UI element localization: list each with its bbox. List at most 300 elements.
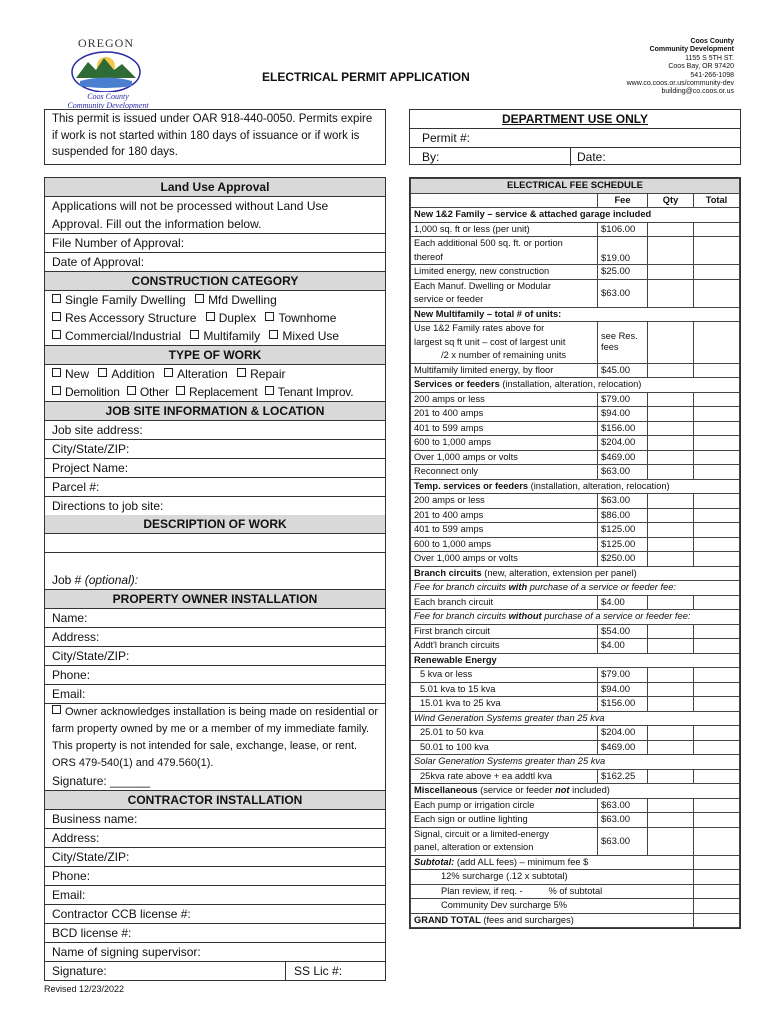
mfd-dwelling-checkbox[interactable]	[195, 293, 277, 307]
qty-cell[interactable]	[648, 682, 694, 697]
qty-cell[interactable]	[648, 392, 694, 407]
total-cell[interactable]	[694, 237, 740, 265]
fee-value: $106.00	[598, 222, 648, 237]
table-row	[411, 392, 740, 407]
owner-city-field[interactable]: City/State/ZIP:	[45, 647, 385, 666]
office-dept: Community Development	[649, 46, 734, 54]
contractor-address-field[interactable]: Address:	[45, 829, 385, 848]
grand-total-label	[411, 913, 694, 928]
qty-cell[interactable]	[648, 450, 694, 465]
table-row	[411, 740, 740, 755]
construction-category-title: CONSTRUCTION CATEGORY	[45, 272, 385, 291]
qty-cell[interactable]	[648, 494, 694, 509]
miscellaneous-header	[411, 784, 740, 799]
fee-value: $94.00	[598, 407, 648, 422]
checkbox-icon	[237, 368, 246, 377]
fee-value: $162.25	[598, 769, 648, 784]
qty-cell[interactable]	[648, 624, 694, 639]
checkbox-label: Commercial/Industrial	[65, 329, 182, 343]
fee-item: Each sign or outline lighting	[411, 813, 598, 828]
fee-value: $250.00	[598, 552, 648, 567]
surcharge-row	[411, 870, 740, 885]
replacement-checkbox[interactable]	[176, 385, 258, 399]
note-emphasis: without	[508, 611, 542, 622]
table-row	[411, 668, 740, 683]
revision-date: Revised 12/23/2022	[44, 984, 125, 994]
work-type-row-2	[45, 383, 385, 402]
table-row	[411, 421, 740, 436]
fee-item: 15.01 kva to 25 kva	[411, 697, 598, 712]
qty-cell[interactable]	[648, 421, 694, 436]
checkbox-icon	[52, 368, 61, 377]
owner-name-field[interactable]: Name:	[45, 609, 385, 628]
checkbox-label: Addition	[111, 367, 155, 381]
wind-generation-header: Wind Generation Systems greater than 25 kva	[411, 711, 740, 726]
total-cell[interactable]	[694, 798, 740, 813]
supervisor-name-field[interactable]: Name of signing supervisor:	[45, 943, 385, 962]
qty-cell[interactable]	[648, 827, 694, 855]
owner-title: PROPERTY OWNER INSTALLATION	[45, 590, 385, 609]
total-cell[interactable]	[694, 322, 740, 364]
total-cell[interactable]	[694, 392, 740, 407]
ccb-license-field[interactable]: Contractor CCB license #:	[45, 905, 385, 924]
total-cell[interactable]	[694, 813, 740, 828]
qty-cell[interactable]	[648, 740, 694, 755]
section-sub: (installation, alteration, relocation)	[499, 379, 642, 390]
checkbox-label: Replacement	[189, 385, 258, 399]
owner-signature-field[interactable]: Signature: ______	[45, 772, 385, 791]
multifamily-checkbox[interactable]	[190, 329, 260, 343]
office-city: Coos Bay, OR 97420	[668, 63, 734, 71]
checkbox-icon	[52, 312, 61, 321]
land-use-text-1: Applications will not be processed without Land Use	[52, 199, 329, 213]
office-address	[627, 38, 734, 97]
repair-checkbox[interactable]	[237, 367, 285, 381]
fee-item: 200 amps or less	[411, 494, 598, 509]
checkbox-icon	[195, 294, 204, 303]
fee-item: 5 kva or less	[411, 668, 598, 683]
table-row	[411, 494, 740, 509]
duplex-checkbox[interactable]	[206, 311, 256, 325]
fee-item: 600 to 1,000 amps	[411, 436, 598, 451]
table-row	[411, 279, 740, 293]
total-cell[interactable]	[694, 827, 740, 855]
fee-value: $469.00	[598, 450, 648, 465]
total-cell[interactable]	[694, 595, 740, 610]
description-spacer	[45, 553, 385, 571]
total-cell[interactable]	[694, 523, 740, 538]
qty-cell[interactable]	[648, 595, 694, 610]
fee-value: $45.00	[598, 363, 648, 378]
new-1-2-family-header: New 1&2 Family – service & attached garage included	[411, 208, 740, 223]
fee-column-header: Fee	[598, 193, 648, 208]
checkbox-icon	[269, 330, 278, 339]
total-cell[interactable]	[694, 363, 740, 378]
table-row	[411, 523, 740, 538]
tenant-improv-checkbox[interactable]	[265, 385, 354, 399]
checkbox-label: Repair	[250, 367, 286, 381]
table-row	[411, 407, 740, 422]
qty-cell[interactable]	[648, 523, 694, 538]
res-accessory-checkbox[interactable]	[52, 311, 196, 325]
fee-value: $469.00	[598, 740, 648, 755]
note-part: Fee for branch circuits	[414, 582, 509, 593]
contractor-title: CONTRACTOR INSTALLATION	[45, 791, 385, 810]
applicant-form	[44, 177, 386, 981]
qty-cell[interactable]	[648, 697, 694, 712]
community-surcharge-row	[411, 899, 740, 914]
checkbox-label: Tenant Improv.	[277, 385, 354, 399]
job-number-label: Job #	[52, 573, 85, 587]
table-row	[411, 769, 740, 784]
fee-value: $125.00	[598, 537, 648, 552]
description-field[interactable]	[45, 534, 385, 553]
section-label: Services or feeders	[414, 379, 500, 390]
work-type-row-1	[45, 365, 385, 383]
fee-item: thereof	[411, 251, 598, 265]
table-row	[411, 222, 740, 237]
fee-item: Each branch circuit	[411, 595, 598, 610]
grand-total-text: (fees and surcharges)	[480, 914, 574, 925]
qty-cell[interactable]	[648, 465, 694, 480]
table-row	[411, 624, 740, 639]
job-site-address-field[interactable]: Job site address:	[45, 421, 385, 440]
fee-item: 600 to 1,000 amps	[411, 537, 598, 552]
subtotal-label	[411, 855, 694, 870]
checkbox-icon	[265, 386, 274, 395]
office-phone: 541-266-1098	[690, 71, 734, 79]
office-email[interactable]: building@co.coos.or.us	[661, 88, 734, 96]
fee-value: $19.00	[598, 237, 648, 265]
fee-value: $79.00	[598, 668, 648, 683]
section-sub: (new, alteration, extension per panel)	[481, 567, 637, 578]
total-cell[interactable]	[694, 421, 740, 436]
fee-item: /2 x number of remaining units	[411, 349, 598, 363]
qty-cell[interactable]	[648, 407, 694, 422]
checkbox-icon	[98, 368, 107, 377]
total-cell[interactable]	[694, 537, 740, 552]
subtotal-row	[411, 855, 740, 870]
table-row	[411, 726, 740, 741]
temp-services-header	[411, 479, 740, 494]
other-checkbox[interactable]	[127, 385, 169, 399]
checkbox-icon	[176, 386, 185, 395]
qty-cell[interactable]	[648, 726, 694, 741]
fee-item: 201 to 400 amps	[411, 407, 598, 422]
table-row	[411, 265, 740, 280]
fee-item: 25.01 to 50 kva	[411, 726, 598, 741]
fee-header-blank	[411, 193, 598, 208]
checkbox-icon	[190, 330, 199, 339]
total-cell[interactable]	[694, 682, 740, 697]
checkbox-label: Duplex	[218, 311, 257, 325]
new-checkbox[interactable]	[52, 367, 89, 381]
qty-cell[interactable]	[648, 639, 694, 654]
qty-cell[interactable]	[648, 222, 694, 237]
checkbox-label: Other	[139, 385, 169, 399]
fee-item: service or feeder	[411, 293, 598, 307]
total-cell[interactable]	[694, 450, 740, 465]
fee-value: $86.00	[598, 508, 648, 523]
fee-item: Over 1,000 amps or volts	[411, 552, 598, 567]
checkbox-label: Multifamily	[203, 329, 261, 343]
total-cell[interactable]	[694, 407, 740, 422]
bcd-license-field[interactable]: BCD license #:	[45, 924, 385, 943]
renewable-energy-header: Renewable Energy	[411, 653, 740, 668]
qty-cell[interactable]	[648, 798, 694, 813]
contractor-email-field[interactable]: Email:	[45, 886, 385, 905]
checkbox-label: Res Accessory Structure	[65, 311, 197, 325]
demolition-checkbox[interactable]	[52, 385, 120, 399]
grand-total-emphasis: GRAND TOTAL	[414, 914, 481, 925]
fee-schedule	[409, 177, 741, 929]
qty-cell[interactable]	[648, 279, 694, 307]
contractor-city-field[interactable]: City/State/ZIP:	[45, 848, 385, 867]
job-number-field[interactable]	[45, 571, 385, 590]
checkbox-icon	[206, 312, 215, 321]
single-family-checkbox[interactable]	[52, 293, 186, 307]
subtotal-cell[interactable]	[694, 855, 740, 870]
logo-caption-line1: Coos County	[87, 92, 129, 101]
fee-value: $63.00	[598, 465, 648, 480]
approval-file-field[interactable]: File Number of Approval:	[45, 234, 385, 253]
table-row	[411, 508, 740, 523]
office-web[interactable]: www.co.coos.or.us/community-dev	[626, 80, 734, 88]
department-use-box	[409, 109, 741, 165]
business-name-field[interactable]: Business name:	[45, 810, 385, 829]
fee-value: $79.00	[598, 392, 648, 407]
checkbox-label: Mixed Use	[282, 329, 340, 343]
checkbox-label: Demolition	[65, 385, 120, 399]
checkbox-label: Townhome	[278, 311, 337, 325]
qty-cell[interactable]	[648, 363, 694, 378]
owner-phone-field[interactable]: Phone:	[45, 666, 385, 685]
section-sub: included)	[569, 785, 610, 796]
qty-cell[interactable]	[648, 552, 694, 567]
note-part: purchase of a service or feeder fee:	[541, 611, 691, 622]
table-row	[411, 697, 740, 712]
fee-value: see Res. fees	[598, 322, 648, 364]
branch-with-note	[411, 581, 740, 596]
logo-caption-line2: Community Development	[67, 101, 149, 110]
total-cell[interactable]	[694, 436, 740, 451]
checkbox-label: Single Family Dwelling	[65, 293, 186, 307]
qty-cell[interactable]	[648, 537, 694, 552]
permit-notice: This permit is issued under OAR 918-440-0050. Permits expire if work is not started within 180 days of issuance or if work is suspended for 180 days.	[44, 109, 386, 165]
land-use-title: Land Use Approval	[45, 178, 385, 197]
plan-review-cell[interactable]	[694, 884, 740, 899]
total-cell[interactable]	[694, 769, 740, 784]
branch-without-note	[411, 610, 740, 625]
total-cell[interactable]	[694, 222, 740, 237]
qty-cell[interactable]	[648, 265, 694, 280]
community-surcharge-cell[interactable]	[694, 899, 740, 914]
fee-item: Each pump or irrigation circle	[411, 798, 598, 813]
permit-number-field[interactable]	[410, 129, 740, 148]
fee-item: largest sq ft unit – cost of largest unit	[411, 336, 598, 350]
grand-total-row	[411, 913, 740, 928]
community-surcharge-label: Community Dev surcharge 5%	[411, 899, 694, 914]
total-cell[interactable]	[694, 697, 740, 712]
table-row	[411, 552, 740, 567]
fee-item: 25kva rate above + ea addtl kva	[411, 769, 598, 784]
fee-value: $4.00	[598, 639, 648, 654]
qty-cell[interactable]	[648, 436, 694, 451]
table-row	[411, 237, 740, 251]
total-cell[interactable]	[694, 279, 740, 307]
fee-item: 50.01 to 100 kva	[411, 740, 598, 755]
townhome-checkbox[interactable]	[265, 311, 336, 325]
department-use-title: DEPARTMENT USE ONLY	[410, 110, 740, 129]
addition-checkbox[interactable]	[98, 367, 154, 381]
qty-cell[interactable]	[648, 322, 694, 364]
qty-cell[interactable]	[648, 668, 694, 683]
fee-schedule-title: ELECTRICAL FEE SCHEDULE	[411, 179, 740, 194]
total-cell[interactable]	[694, 726, 740, 741]
fee-item: panel, alteration or extension	[411, 841, 598, 855]
section-label: Temp. services or feeders	[414, 480, 529, 491]
construction-row-2	[45, 309, 385, 327]
fee-value: $94.00	[598, 682, 648, 697]
approval-date-field[interactable]: Date of Approval:	[45, 253, 385, 272]
total-cell[interactable]	[694, 508, 740, 523]
total-column-header: Total	[694, 193, 740, 208]
construction-row-1	[45, 291, 385, 309]
checkbox-icon	[52, 294, 61, 303]
fee-value: $204.00	[598, 726, 648, 741]
document-title: ELECTRICAL PERMIT APPLICATION	[262, 70, 470, 84]
table-row	[411, 436, 740, 451]
plan-review-row	[411, 884, 740, 899]
owner-ack-text: Owner acknowledges installation is being made on residential or farm property owned by me or a member of my immediate family. This property is not intended for sale, exchange, lease, or rent. ORS 479-540(1) and 479.560(1).	[52, 706, 379, 769]
fee-value: $156.00	[598, 421, 648, 436]
logo-oregon-text: OREGON	[78, 36, 134, 50]
contractor-signature-label: Signature:	[52, 964, 107, 978]
owner-ack-checkbox[interactable]	[45, 704, 385, 772]
table-row	[411, 595, 740, 610]
qty-cell[interactable]	[648, 769, 694, 784]
checkbox-icon	[52, 330, 61, 339]
multifamily-header: New Multifamily – total # of units:	[411, 307, 740, 322]
fee-value: $63.00	[598, 279, 648, 307]
surcharge-cell[interactable]	[694, 870, 740, 885]
section-label: Miscellaneous	[414, 785, 478, 796]
job-site-title: JOB SITE INFORMATION & LOCATION	[45, 402, 385, 421]
contractor-phone-field[interactable]: Phone:	[45, 867, 385, 886]
contractor-signature-field[interactable]	[45, 962, 385, 980]
table-row	[411, 827, 740, 841]
total-cell[interactable]	[694, 668, 740, 683]
branch-circuits-header	[411, 566, 740, 581]
section-sub: (service or feeder	[477, 785, 556, 796]
commercial-checkbox[interactable]	[52, 329, 181, 343]
total-cell[interactable]	[694, 624, 740, 639]
permit-number-label: Permit #:	[422, 131, 471, 145]
note-part: Fee for branch circuits	[414, 611, 509, 622]
fee-value: $54.00	[598, 624, 648, 639]
solar-generation-header: Solar Generation Systems greater than 25 kva	[411, 755, 740, 770]
fee-item: Addt'l branch circuits	[411, 639, 598, 654]
owner-email-field[interactable]: Email:	[45, 685, 385, 704]
checkbox-icon	[52, 705, 61, 714]
fee-item: Use 1&2 Family rates above for	[411, 322, 598, 336]
fee-item: Each additional 500 sq. ft. or portion	[411, 237, 598, 251]
total-cell[interactable]	[694, 494, 740, 509]
checkbox-label: Alteration	[177, 367, 228, 381]
fee-value: $63.00	[598, 494, 648, 509]
directions-field[interactable]: Directions to job site:	[52, 499, 164, 513]
total-cell[interactable]	[694, 740, 740, 755]
date-field[interactable]: Date:	[570, 148, 606, 166]
grand-total-cell[interactable]	[694, 913, 740, 928]
office-street: 1155 S 5TH ST.	[685, 54, 734, 62]
table-row	[411, 537, 740, 552]
fee-item: Signal, circuit or a limited-energy	[411, 827, 598, 841]
checkbox-icon	[52, 386, 61, 395]
ss-license-field[interactable]: SS Lic #:	[285, 962, 342, 980]
table-row	[411, 813, 740, 828]
job-number-optional: (optional):	[84, 573, 139, 587]
fee-value: $25.00	[598, 265, 648, 280]
subtotal-emphasis: Subtotal:	[414, 856, 455, 867]
fee-item: 200 amps or less	[411, 392, 598, 407]
fee-item: 401 to 599 amps	[411, 523, 598, 538]
fee-item: Reconnect only	[411, 465, 598, 480]
by-field[interactable]	[410, 148, 740, 166]
fee-item: First branch circuit	[411, 624, 598, 639]
table-row	[411, 798, 740, 813]
total-cell[interactable]	[694, 465, 740, 480]
fee-value: $63.00	[598, 827, 648, 855]
land-use-text-2: Approval. Fill out the information below.	[45, 215, 385, 234]
fee-value: $125.00	[598, 523, 648, 538]
project-name-field[interactable]: Project Name:	[45, 459, 385, 478]
fee-item: Each Manuf. Dwelling or Modular	[411, 279, 598, 293]
fee-value: $204.00	[598, 436, 648, 451]
qty-cell[interactable]	[648, 813, 694, 828]
job-site-city-field[interactable]: City/State/ZIP:	[45, 440, 385, 459]
section-sub: (installation, alteration, relocation)	[528, 480, 670, 491]
qty-cell[interactable]	[648, 508, 694, 523]
checkbox-icon	[265, 312, 274, 321]
by-label: By:	[422, 150, 440, 164]
fee-item: 401 to 599 amps	[411, 421, 598, 436]
table-row	[411, 363, 740, 378]
alteration-checkbox[interactable]	[164, 367, 228, 381]
services-feeders-header	[411, 378, 740, 393]
owner-address-field[interactable]: Address:	[45, 628, 385, 647]
parcel-field[interactable]: Parcel #:	[45, 478, 385, 497]
office-county: Coos County	[690, 38, 734, 45]
fee-item: Multifamily limited energy, by floor	[411, 363, 598, 378]
total-cell[interactable]	[694, 552, 740, 567]
fee-item: 5.01 kva to 15 kva	[411, 682, 598, 697]
fee-value: $63.00	[598, 813, 648, 828]
qty-cell[interactable]	[648, 237, 694, 265]
table-row	[411, 465, 740, 480]
type-of-work-title: TYPE OF WORK	[45, 346, 385, 365]
section-emphasis: not	[555, 785, 570, 796]
mixed-use-checkbox[interactable]	[269, 329, 339, 343]
checkbox-icon	[164, 368, 173, 377]
table-row	[411, 639, 740, 654]
table-row	[411, 450, 740, 465]
fee-item: 201 to 400 amps	[411, 508, 598, 523]
note-part: purchase of a service or feeder fee:	[527, 582, 676, 593]
total-cell[interactable]	[694, 265, 740, 280]
fee-value: $156.00	[598, 697, 648, 712]
total-cell[interactable]	[694, 639, 740, 654]
